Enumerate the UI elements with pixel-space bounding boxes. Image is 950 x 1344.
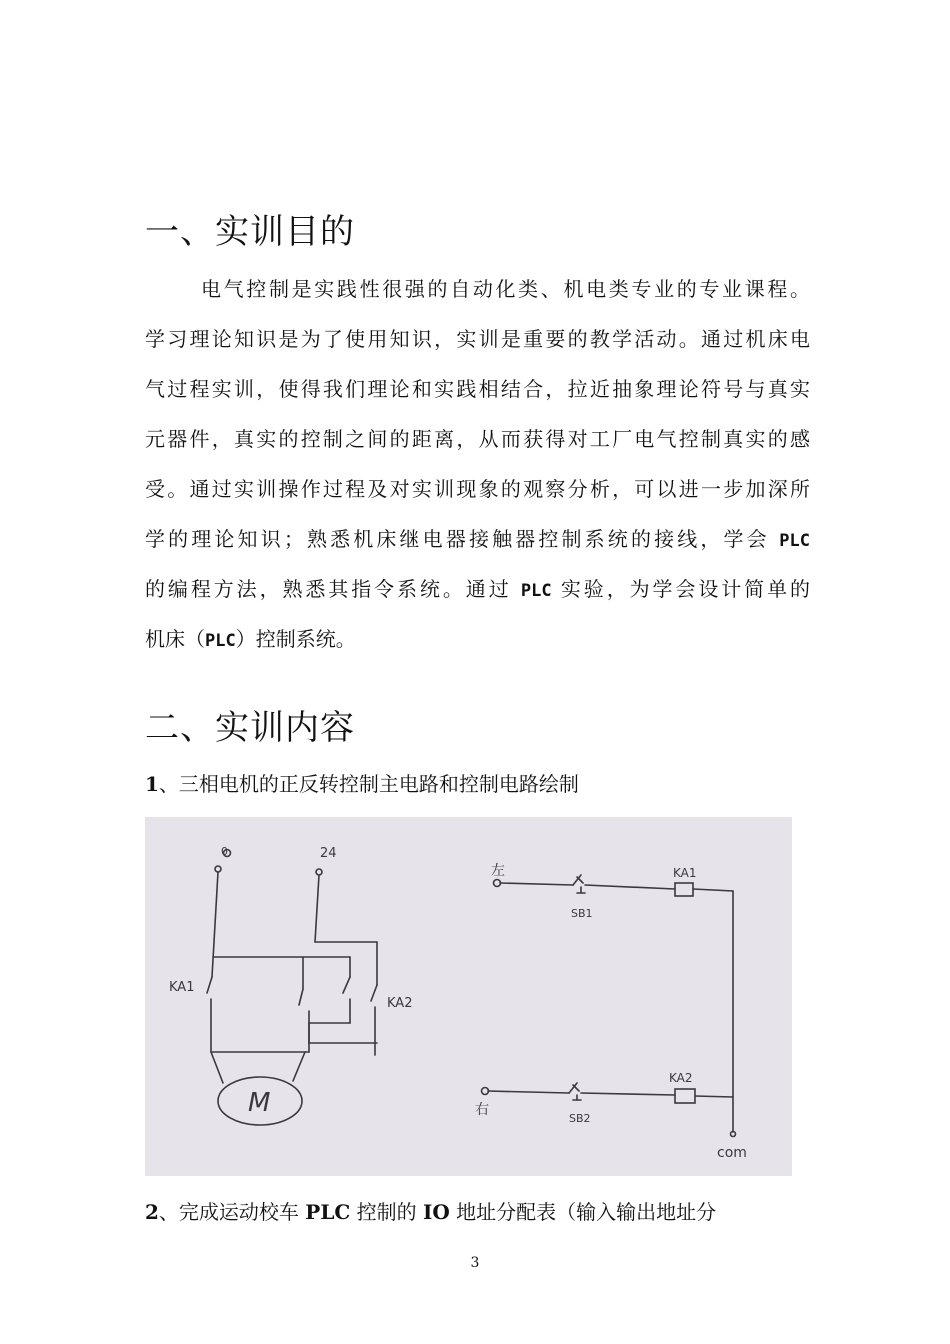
- section-heading-content: 二、实训内容: [145, 708, 355, 748]
- motor-label: M: [248, 1088, 271, 1118]
- button-sb1-label: SB1: [571, 907, 593, 920]
- item-number: 1: [145, 772, 159, 796]
- paragraph-line: [145, 614, 810, 664]
- line-text: 机床（: [145, 627, 205, 651]
- item-text: 、三相电机的正反转控制主电路和控制电路绘制: [158, 772, 579, 796]
- line-text: 学的理论知识；熟悉机床继电器接触器控制系统的接线，学会: [145, 527, 780, 551]
- page-number: 3: [470, 1255, 480, 1271]
- plc-term: PLC: [305, 1200, 351, 1224]
- paragraph-line: 电气控制是实践性很强的自动化类、机电类专业的专业课程。: [201, 277, 810, 301]
- terminal-node: [215, 866, 221, 872]
- item-text: 、完成运动校车: [158, 1200, 306, 1224]
- line-text: 的编程方法，熟悉其指令系统。通过: [145, 577, 521, 601]
- line-text: ）控制系统。: [235, 627, 356, 651]
- terminal-0-label: 0: [221, 845, 228, 858]
- content-item-1: [145, 768, 579, 797]
- content-item-2: [145, 1196, 716, 1225]
- paragraph-line: 学习理论知识是为了使用知识，实训是重要的教学活动。通过机床电: [145, 327, 810, 351]
- circuit-diagram-photo: [145, 817, 792, 1176]
- terminal-24-label: 24: [320, 846, 337, 861]
- common-label: com: [717, 1145, 747, 1161]
- right-input-label: 右: [475, 1102, 489, 1118]
- paragraph-line: 气过程实训，使得我们理论和实践相结合，拉近抽象理论符号与真实: [145, 377, 810, 401]
- line-text: 实验，为学会设计简单的: [551, 577, 811, 601]
- plc-term: PLC: [779, 531, 810, 551]
- item-text: 地址分配表（输入输出地址分: [449, 1200, 717, 1224]
- coil-ka1-label: KA1: [673, 866, 697, 880]
- common-node: [731, 1132, 736, 1137]
- coil-1: [675, 883, 693, 896]
- button-sb2-label: SB2: [569, 1112, 591, 1125]
- paragraph-line: 受。通过实训操作过程及对实训现象的观察分析，可以进一步加深所: [145, 477, 810, 501]
- plc-term: PLC: [205, 631, 236, 651]
- contact-ka2-label: KA2: [387, 996, 413, 1011]
- section-heading-objective: 一、实训目的: [145, 212, 355, 252]
- plc-term: PLC: [520, 581, 552, 601]
- item-number: 2: [145, 1200, 159, 1224]
- io-term: IO: [423, 1200, 450, 1224]
- coil-2: [675, 1089, 695, 1103]
- paragraph-line: 元器件，真实的控制之间的距离，从而获得对工厂电气控制真实的感: [145, 427, 810, 451]
- paragraph-line: [145, 564, 810, 614]
- paragraph-line: [145, 514, 810, 564]
- left-input-label: 左: [491, 863, 505, 879]
- terminal-24-node: [316, 869, 322, 875]
- item-text: 控制的: [350, 1200, 424, 1224]
- coil-ka2-label: KA2: [669, 1071, 693, 1085]
- contact-ka1-label: KA1: [169, 980, 195, 995]
- circuit-diagram: [145, 817, 792, 1176]
- objective-paragraph: [145, 264, 810, 664]
